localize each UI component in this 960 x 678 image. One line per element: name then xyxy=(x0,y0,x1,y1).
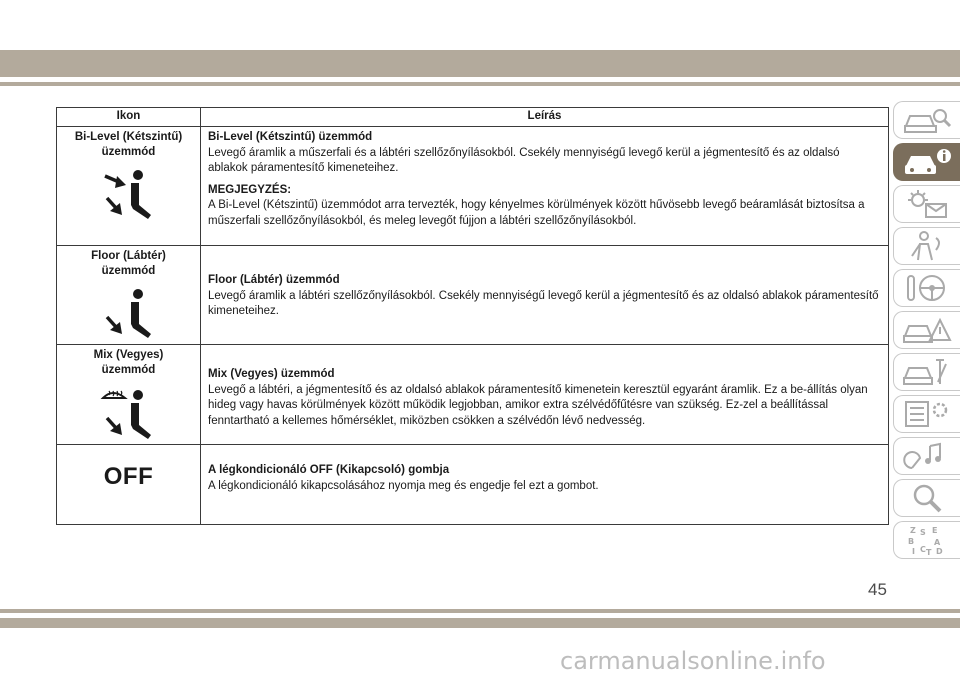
table-row xyxy=(57,127,889,246)
tab-safety[interactable] xyxy=(893,227,960,265)
mode-description: Levegő áramlik a lábtéri szellőzőnyílásokból. Csekély mennyiségű levegő kerül a jégmentesítő és az oldalsó ablakok páramentesítő kimeneteihez. xyxy=(208,289,879,317)
floor-vent-icon xyxy=(99,287,159,342)
svg-text:D: D xyxy=(936,547,943,556)
off-button-icon: OFF xyxy=(103,463,154,490)
icon-cell xyxy=(57,246,201,345)
chapter-tabs xyxy=(893,101,960,563)
tab-multimedia[interactable] xyxy=(893,437,960,475)
icon-label: Bi-Level (Kétszintű) xyxy=(74,131,183,143)
alphabet-index-icon xyxy=(902,524,952,556)
icon-cell xyxy=(57,127,201,246)
media-nav-icon xyxy=(902,440,952,472)
table-header-row xyxy=(57,108,889,127)
mode-title: Floor (Lábtér) üzemmód xyxy=(208,274,340,286)
icon-label: üzemmód xyxy=(101,265,156,277)
svg-text:A: A xyxy=(934,538,941,547)
description-cell xyxy=(201,127,889,246)
footer-rule xyxy=(0,609,960,613)
tab-starting-driving[interactable] xyxy=(893,269,960,307)
airbag-person-icon xyxy=(902,230,952,262)
header-band xyxy=(0,50,960,77)
bi-level-vent-icon xyxy=(99,168,159,223)
icon-label: üzemmód xyxy=(101,146,156,158)
tab-servicing[interactable] xyxy=(893,353,960,391)
tab-emergency[interactable] xyxy=(893,311,960,349)
svg-text:Z: Z xyxy=(910,526,916,535)
tab-alphabetical-index[interactable] xyxy=(893,521,960,559)
page-number: 45 xyxy=(868,580,887,599)
steering-wheel-icon xyxy=(902,272,952,304)
icon-label: Floor (Lábtér) xyxy=(91,250,166,262)
header-icon: Ikon xyxy=(57,108,201,127)
icon-label: Mix (Vegyes) xyxy=(93,349,164,361)
icon-label: üzemmód xyxy=(101,364,156,376)
svg-text:C: C xyxy=(920,545,926,554)
list-gear-icon xyxy=(902,398,952,430)
description-cell xyxy=(201,345,889,445)
warning-light-icon xyxy=(902,188,952,220)
mode-description: A légkondicionáló kikapcsolásához nyomja meg és engedje fel ezt a gombot. xyxy=(208,479,599,492)
watermark: carmanualsonline.info xyxy=(560,647,826,675)
car-info-icon xyxy=(902,146,952,178)
note-title: MEGJEGYZÉS: xyxy=(208,183,292,196)
svg-text:S: S xyxy=(920,528,926,537)
table-row xyxy=(57,445,889,525)
header-description: Leírás xyxy=(201,108,889,127)
mode-title: A légkondicionáló OFF (Kikapcsoló) gombja xyxy=(208,464,450,476)
mode-title: Bi-Level (Kétszintű) üzemmód xyxy=(208,131,373,143)
mode-description: Levegő áramlik a műszerfali és a lábtéri szellőzőnyílásokból. Csekély mennyiségű levegő kerül a jégmentesítő és az oldalsó ablakok páramentesítő kimeneteihez. xyxy=(208,146,840,174)
mix-vent-icon xyxy=(99,386,159,443)
mode-title: Mix (Vegyes) üzemmód xyxy=(208,368,335,380)
description-cell xyxy=(201,445,889,525)
car-hazard-icon xyxy=(902,314,952,346)
mode-description: Levegő a lábtéri, a jégmentesítő és az oldalsó ablakok páramentesítő kimenetein keresztül egyaránt áramlik. Ez a be-állítás olyan hideg vagy havas körülmények között működik legjobban, amikor extra szélvédőfűtésre van szükség. Ez-zel a beállítással fenntartható a kellemes hőmérséklet, miközben csökken a szélvédőn lévő nedvesség. xyxy=(208,383,868,427)
tab-car-search[interactable] xyxy=(893,101,960,139)
note-text: A Bi-Level (Kétszintű) üzemmódot arra tervezték, hogy kényelmes körülmények között hűvösebb levegő beáramlását biztosítsa a műszerfali szellőzőnyílásokból, és meleg levegőt fújjon a lábtéri szellőzőnyílásokból. xyxy=(208,199,865,227)
description-cell xyxy=(201,246,889,345)
table-row xyxy=(57,345,889,445)
hvac-mode-table xyxy=(56,107,889,525)
tab-warning-lights[interactable] xyxy=(893,185,960,223)
icon-cell xyxy=(57,345,201,445)
svg-text:I: I xyxy=(912,547,915,556)
header-rule xyxy=(0,82,960,86)
table-row xyxy=(57,246,889,345)
svg-text:T: T xyxy=(926,548,932,556)
car-wrench-icon xyxy=(902,356,952,388)
tab-car-info[interactable] xyxy=(893,143,960,181)
footer-band xyxy=(0,618,960,628)
magnifier-icon xyxy=(902,482,952,514)
svg-text:B: B xyxy=(908,537,915,546)
svg-text:E: E xyxy=(932,526,938,535)
icon-cell xyxy=(57,445,201,525)
car-search-icon xyxy=(902,104,952,136)
tab-index-search[interactable] xyxy=(893,479,960,517)
tab-specifications[interactable] xyxy=(893,395,960,433)
